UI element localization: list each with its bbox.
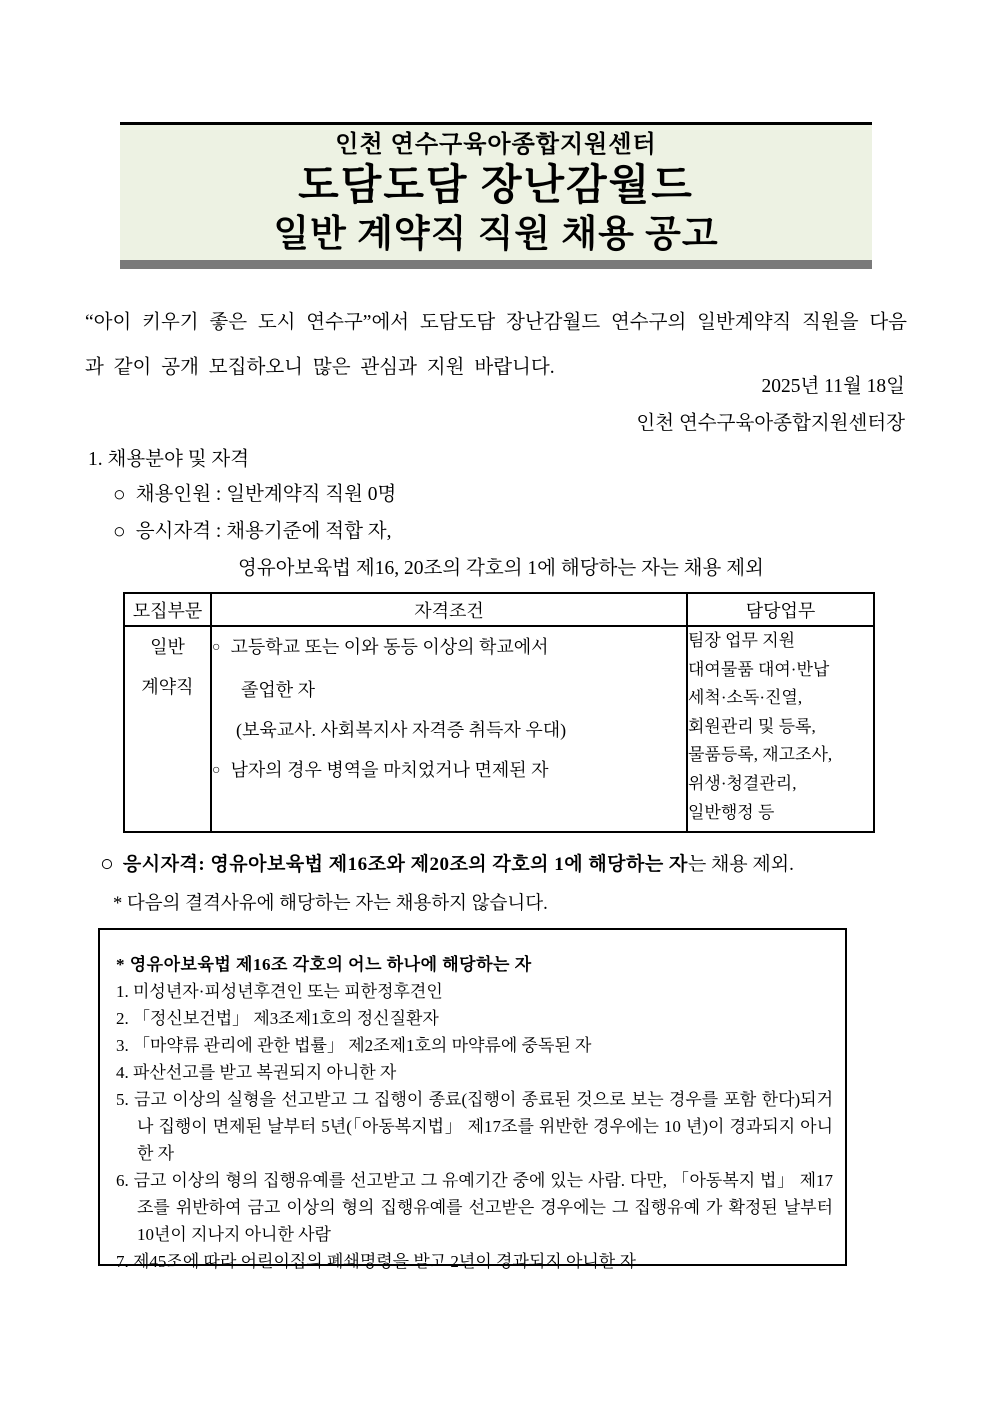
cell-duties — [687, 626, 874, 832]
qualification-continuation: 영유아보육법 제16, 20조의 각호의 1에 해당하는 자는 채용 제외 — [238, 558, 764, 579]
signature: 인천 연수구육아종합지원센터장 — [636, 413, 905, 434]
qualification-line: 남자의 경우 병역을 마치었거나 면제된 자 — [230, 760, 549, 780]
headcount-text: 채용인원 : 일반계약직 직원 0명 — [135, 484, 397, 505]
category-line: 일반 — [150, 637, 185, 657]
section1-item-qualification — [113, 515, 392, 543]
circle-bullet-icon: ○ — [113, 482, 126, 506]
circle-bullet-icon: ○ — [212, 763, 221, 778]
qualification-line: 고등학교 또는 이와 동등 이상의 학교에서 — [230, 637, 549, 657]
duty-line: 세척·소독·진열, — [688, 688, 803, 708]
eligibility-rest-text: 는 채용 제외. — [687, 854, 794, 875]
disqualification-item: 3. 「마약류 관리에 관한 법률」 제2조제1호의 마약류에 중독된 자 — [116, 1036, 592, 1055]
circle-bullet-icon: ○ — [212, 640, 221, 655]
table-row — [124, 626, 874, 832]
header-qualifications: 자격조건 — [211, 593, 687, 626]
intro-paragraph: “아이 키우기 좋은 도시 연수구”에서 도담도담 장난감월드 연수구의 일반계약직 직원을 다음과 같이 공개 모집하오니 많은 관심과 지원 바랍니다. — [85, 312, 907, 378]
disqualification-item: 4. 파산선고를 받고 복권되지 아니한 자 — [116, 1063, 397, 1082]
disqualification-title: * 영유아보육법 제16조 각호의 어느 하나에 해당하는 자 — [116, 955, 532, 974]
disqualification-item: 7. 제45조에 따라 어린이집의 폐쇄명령을 받고 2년이 경과되지 아니한 자 — [116, 1252, 636, 1271]
eligibility-line — [100, 849, 794, 876]
section1-item-headcount — [113, 478, 396, 506]
disqualification-box — [98, 928, 847, 1271]
announcement-title: 일반 계약직 직원 채용 공고 — [273, 214, 719, 255]
table-header-row — [124, 593, 874, 626]
header-category: 모집부문 — [124, 593, 211, 626]
cell-category — [124, 626, 211, 832]
facility-name: 도담도담 장난감월드 — [298, 163, 694, 209]
date-signature-block — [636, 368, 905, 442]
circle-bullet-icon: ○ — [100, 851, 114, 876]
duty-line: 물품등록, 재고조사, — [688, 745, 833, 765]
duty-line: 회원관리 및 등록, — [688, 716, 816, 736]
disqualification-item: 2. 「정신보건법」 제3조제1호의 정신질환자 — [116, 1009, 439, 1028]
qualification-line: 졸업한 자 — [241, 680, 316, 700]
duty-line: 팀장 업무 지원 — [688, 631, 796, 650]
eligibility-note: * 다음의 결격사유에 해당하는 자는 채용하지 않습니다. — [113, 894, 548, 914]
duty-line: 대여물품 대여·반납 — [688, 659, 830, 679]
duty-line: 위생·청결관리, — [688, 773, 797, 793]
qualification-item — [212, 627, 686, 670]
announcement-date: 2025년 11월 18일 — [761, 376, 905, 397]
disqualification-item: 6. 금고 이상의 형의 집행유예를 선고받고 그 유예기간 중에 있는 사람. 다만, 「아동복지 법」 제17조를 위반하여 금고 이상의 형의 집행유예를 선고받은 경우에는 그 집행유예 가 확정된 날부터 10년이 지나지 아니한 사람 — [116, 1171, 833, 1244]
circle-bullet-icon: ○ — [113, 519, 126, 543]
title-banner — [120, 122, 872, 269]
disqualification-item: 5. 금고 이상의 실형을 선고받고 그 집행이 종료(집행이 종료된 것으로 보는 경우를 포함 한다)되거나 집행이 면제된 날부터 5년(「아동복지법」 제17조를 위반한 경우에는 10 년)이 경과되지 아니한 자 — [116, 1090, 833, 1163]
qualification-item — [212, 750, 686, 793]
cell-qualifications — [211, 626, 687, 832]
org-name: 인천 연수구육아종합지원센터 — [335, 132, 657, 158]
qualification-line: (보육교사. 사회복지사 자격증 취득자 우대) — [236, 720, 567, 740]
qualification-text: 응시자격 : 채용기준에 적합 자, — [135, 521, 392, 542]
duty-line: 일반행정 등 — [688, 802, 775, 822]
section1-title: 1. 채용분야 및 자격 — [88, 449, 250, 470]
header-duties: 담당업무 — [687, 593, 874, 626]
recruitment-table — [123, 592, 875, 833]
eligibility-bold-text: 응시자격: 영유아보육법 제16조와 제20조의 각호의 1에 해당하는 자 — [122, 854, 688, 875]
category-line: 계약직 — [141, 677, 194, 697]
disqualification-item: 1. 미성년자·피성년후견인 또는 피한정후견인 — [116, 982, 443, 1001]
